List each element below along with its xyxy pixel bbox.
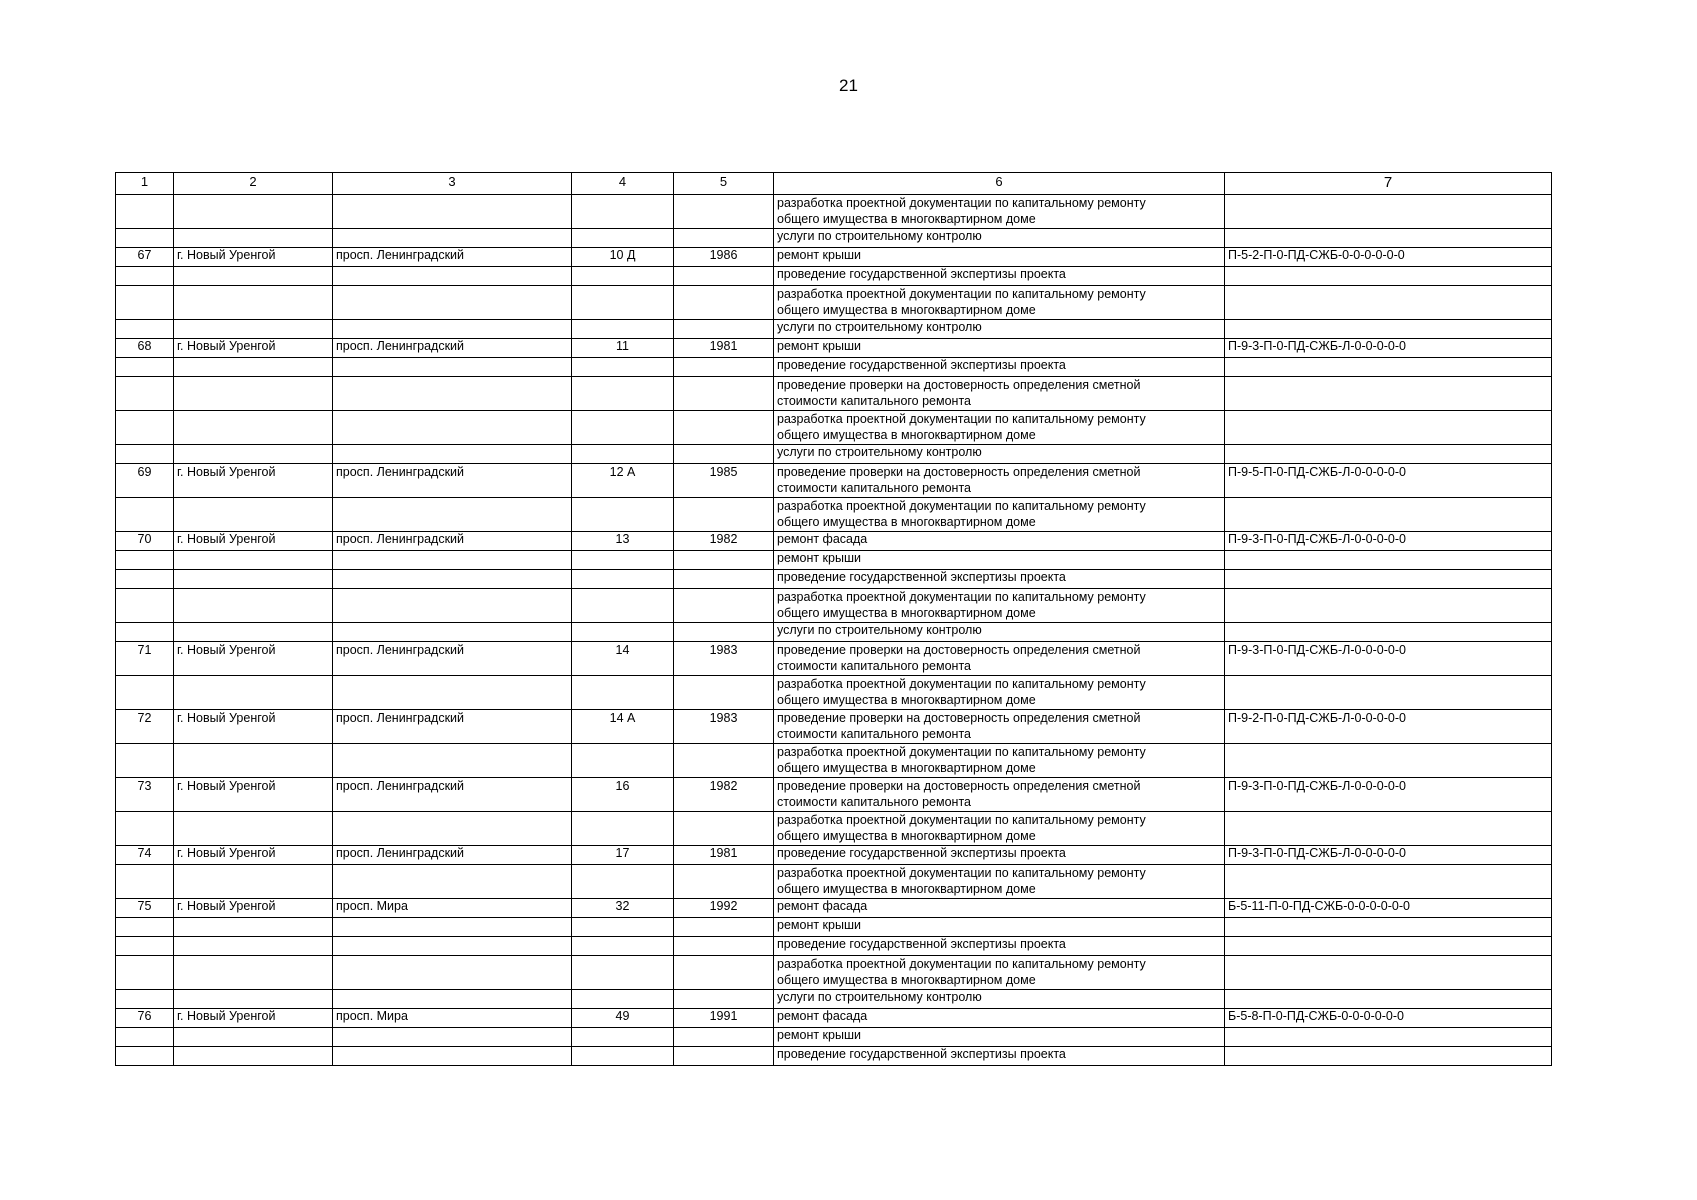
row-number-cell [116,918,174,937]
row-number-cell [116,937,174,956]
house-number-cell [572,445,674,464]
row-number-cell: 76 [116,1009,174,1028]
table-row [116,623,1552,642]
building-code-cell [1225,676,1552,710]
street-cell: просп. Ленинградский [333,642,572,676]
table-row [116,570,1552,589]
year-cell: 1991 [674,1009,774,1028]
work-type-cell: разработка проектной документации по капитальному ремонту общего имущества в многоквартирном доме [774,676,1225,710]
table-row [116,710,1552,744]
building-code-cell: П-9-2-П-0-ПД-СЖБ-Л-0-0-0-0-0 [1225,710,1552,744]
building-code-cell [1225,589,1552,623]
city-cell [174,286,333,320]
building-code-cell [1225,377,1552,411]
building-code-cell [1225,918,1552,937]
row-number-cell [116,498,174,532]
row-number-cell [116,589,174,623]
year-cell [674,445,774,464]
row-number-cell [116,286,174,320]
row-number-cell: 69 [116,464,174,498]
city-cell [174,320,333,339]
house-number-cell [572,570,674,589]
city-cell [174,956,333,990]
table-row [116,498,1552,532]
work-type-cell: разработка проектной документации по капитальному ремонту общего имущества в многоквартирном доме [774,744,1225,778]
work-type-cell: услуги по строительному контролю [774,990,1225,1009]
street-cell: просп. Ленинградский [333,248,572,267]
row-number-cell: 71 [116,642,174,676]
street-cell [333,411,572,445]
year-cell: 1985 [674,464,774,498]
city-cell: г. Новый Уренгой [174,464,333,498]
table-row [116,195,1552,229]
house-number-cell [572,812,674,846]
city-cell: г. Новый Уренгой [174,1009,333,1028]
year-cell [674,570,774,589]
street-cell [333,589,572,623]
row-number-cell [116,956,174,990]
year-cell [674,956,774,990]
year-cell [674,377,774,411]
table-row [116,956,1552,990]
street-cell [333,812,572,846]
table-row [116,532,1552,551]
table-row [116,1047,1552,1066]
city-cell: г. Новый Уренгой [174,339,333,358]
street-cell [333,445,572,464]
city-cell [174,411,333,445]
street-cell [333,623,572,642]
city-cell [174,990,333,1009]
house-number-cell: 11 [572,339,674,358]
work-type-cell: разработка проектной документации по капитальному ремонту общего имущества в многоквартирном доме [774,195,1225,229]
work-type-cell: ремонт крыши [774,551,1225,570]
street-cell: просп. Мира [333,1009,572,1028]
building-code-cell: Б-5-11-П-0-ПД-СЖБ-0-0-0-0-0-0 [1225,899,1552,918]
city-cell: г. Новый Уренгой [174,899,333,918]
city-cell [174,445,333,464]
year-cell: 1982 [674,778,774,812]
work-type-cell: ремонт крыши [774,1028,1225,1047]
city-cell [174,229,333,248]
row-number-cell [116,676,174,710]
building-code-cell [1225,956,1552,990]
building-code-cell [1225,286,1552,320]
city-cell [174,937,333,956]
house-number-cell: 12 А [572,464,674,498]
house-number-cell [572,377,674,411]
work-type-cell: разработка проектной документации по капитальному ремонту общего имущества в многоквартирном доме [774,589,1225,623]
column-header: 2 [174,173,333,195]
page-number: 21 [839,76,858,95]
table-row [116,377,1552,411]
house-number-cell [572,320,674,339]
table-row [116,937,1552,956]
building-code-cell: П-5-2-П-0-ПД-СЖБ-0-0-0-0-0-0 [1225,248,1552,267]
city-cell: г. Новый Уренгой [174,642,333,676]
row-number-cell [116,744,174,778]
table-row [116,589,1552,623]
work-type-cell: проведение государственной экспертизы проекта [774,937,1225,956]
row-number-cell [116,570,174,589]
street-cell [333,320,572,339]
work-type-cell: проведение государственной экспертизы проекта [774,358,1225,377]
year-cell [674,812,774,846]
street-cell [333,377,572,411]
city-cell [174,865,333,899]
house-number-cell: 14 [572,642,674,676]
column-header: 4 [572,173,674,195]
city-cell [174,676,333,710]
street-cell [333,267,572,286]
row-number-cell [116,320,174,339]
row-number-cell [116,865,174,899]
work-type-cell: проведение государственной экспертизы проекта [774,267,1225,286]
building-code-cell [1225,411,1552,445]
row-number-cell: 70 [116,532,174,551]
street-cell: просп. Ленинградский [333,339,572,358]
building-code-cell [1225,358,1552,377]
street-cell [333,229,572,248]
row-number-cell [116,195,174,229]
building-code-cell: П-9-3-П-0-ПД-СЖБ-Л-0-0-0-0-0 [1225,642,1552,676]
house-number-cell: 16 [572,778,674,812]
house-number-cell [572,358,674,377]
city-cell [174,570,333,589]
work-type-cell: услуги по строительному контролю [774,445,1225,464]
work-type-cell: проведение государственной экспертизы проекта [774,846,1225,865]
house-number-cell [572,551,674,570]
table-row [116,778,1552,812]
street-cell [333,1028,572,1047]
house-number-cell [572,676,674,710]
table-row [116,676,1552,710]
year-cell: 1986 [674,248,774,267]
building-code-cell [1225,937,1552,956]
building-code-cell [1225,1047,1552,1066]
street-cell [333,1047,572,1066]
column-header: 6 [774,173,1225,195]
work-type-cell: проведение проверки на достоверность определения сметной стоимости капитального ремонта [774,642,1225,676]
house-number-cell [572,286,674,320]
street-cell: просп. Мира [333,899,572,918]
street-cell [333,676,572,710]
house-number-cell [572,411,674,445]
work-type-cell: ремонт крыши [774,248,1225,267]
work-type-cell: проведение государственной экспертизы проекта [774,1047,1225,1066]
city-cell: г. Новый Уренгой [174,532,333,551]
row-number-cell: 74 [116,846,174,865]
table-row [116,642,1552,676]
year-cell [674,918,774,937]
table-row [116,267,1552,286]
street-cell [333,551,572,570]
row-number-cell [116,1028,174,1047]
building-code-cell [1225,744,1552,778]
city-cell [174,1028,333,1047]
building-code-cell [1225,229,1552,248]
table-row [116,899,1552,918]
table-row [116,339,1552,358]
building-code-cell [1225,812,1552,846]
building-code-cell: Б-5-8-П-0-ПД-СЖБ-0-0-0-0-0-0 [1225,1009,1552,1028]
house-number-cell [572,1047,674,1066]
street-cell: просп. Ленинградский [333,846,572,865]
year-cell [674,623,774,642]
year-cell [674,865,774,899]
table-row [116,358,1552,377]
street-cell [333,195,572,229]
house-number-cell [572,956,674,990]
street-cell [333,570,572,589]
column-number-row [116,173,1552,195]
table-row [116,918,1552,937]
building-code-cell [1225,445,1552,464]
city-cell: г. Новый Уренгой [174,778,333,812]
work-type-cell: разработка проектной документации по капитальному ремонту общего имущества в многоквартирном доме [774,498,1225,532]
work-type-cell: ремонт крыши [774,339,1225,358]
house-number-cell [572,589,674,623]
year-cell: 1983 [674,710,774,744]
house-number-cell: 17 [572,846,674,865]
year-cell [674,589,774,623]
street-cell [333,286,572,320]
work-type-cell: ремонт фасада [774,899,1225,918]
year-cell [674,551,774,570]
year-cell [674,286,774,320]
street-cell: просп. Ленинградский [333,778,572,812]
city-cell [174,195,333,229]
year-cell [674,1028,774,1047]
city-cell [174,744,333,778]
work-type-cell: ремонт фасада [774,532,1225,551]
building-code-cell [1225,195,1552,229]
year-cell [674,358,774,377]
year-cell: 1981 [674,846,774,865]
building-code-cell [1225,551,1552,570]
city-cell [174,812,333,846]
row-number-cell [116,411,174,445]
house-number-cell [572,1028,674,1047]
street-cell: просп. Ленинградский [333,532,572,551]
city-cell [174,498,333,532]
row-number-cell [116,812,174,846]
row-number-cell [116,267,174,286]
row-number-cell [116,551,174,570]
column-header: 3 [333,173,572,195]
street-cell [333,956,572,990]
building-code-cell: П-9-3-П-0-ПД-СЖБ-Л-0-0-0-0-0 [1225,532,1552,551]
column-header: 7 [1225,173,1552,195]
table-row [116,812,1552,846]
building-code-cell [1225,1028,1552,1047]
work-type-cell: проведение проверки на достоверность определения сметной стоимости капитального ремонта [774,710,1225,744]
street-cell [333,744,572,778]
table-body [116,195,1552,1066]
table-row [116,865,1552,899]
city-cell [174,1047,333,1066]
work-type-cell: услуги по строительному контролю [774,623,1225,642]
house-number-cell: 14 А [572,710,674,744]
row-number-cell [116,1047,174,1066]
capital-repair-table [115,172,1552,1066]
city-cell [174,377,333,411]
work-type-cell: проведение государственной экспертизы проекта [774,570,1225,589]
city-cell [174,918,333,937]
city-cell [174,358,333,377]
house-number-cell: 13 [572,532,674,551]
row-number-cell [116,445,174,464]
building-code-cell [1225,990,1552,1009]
table-row [116,846,1552,865]
work-type-cell: ремонт фасада [774,1009,1225,1028]
house-number-cell [572,990,674,1009]
house-number-cell: 49 [572,1009,674,1028]
house-number-cell [572,229,674,248]
city-cell [174,589,333,623]
building-code-cell [1225,623,1552,642]
street-cell [333,937,572,956]
work-type-cell: услуги по строительному контролю [774,229,1225,248]
row-number-cell [116,623,174,642]
building-code-cell [1225,865,1552,899]
table-row [116,1009,1552,1028]
row-number-cell: 75 [116,899,174,918]
work-type-cell: разработка проектной документации по капитальному ремонту общего имущества в многоквартирном доме [774,286,1225,320]
street-cell [333,498,572,532]
row-number-cell [116,990,174,1009]
table-row [116,464,1552,498]
city-cell: г. Новый Уренгой [174,846,333,865]
work-type-cell: разработка проектной документации по капитальному ремонту общего имущества в многоквартирном доме [774,812,1225,846]
city-cell: г. Новый Уренгой [174,248,333,267]
work-type-cell: проведение проверки на достоверность определения сметной стоимости капитального ремонта [774,377,1225,411]
row-number-cell: 72 [116,710,174,744]
row-number-cell [116,229,174,248]
building-code-cell: П-9-3-П-0-ПД-СЖБ-Л-0-0-0-0-0 [1225,846,1552,865]
row-number-cell: 68 [116,339,174,358]
table-row [116,411,1552,445]
year-cell [674,195,774,229]
building-code-cell: П-9-3-П-0-ПД-СЖБ-Л-0-0-0-0-0 [1225,778,1552,812]
building-code-cell [1225,570,1552,589]
table-row [116,320,1552,339]
street-cell [333,918,572,937]
year-cell [674,1047,774,1066]
year-cell [674,320,774,339]
work-type-cell: ремонт крыши [774,918,1225,937]
house-number-cell [572,498,674,532]
house-number-cell [572,195,674,229]
row-number-cell [116,358,174,377]
house-number-cell [572,267,674,286]
work-type-cell: разработка проектной документации по капитальному ремонту общего имущества в многоквартирном доме [774,411,1225,445]
work-type-cell: услуги по строительному контролю [774,320,1225,339]
table-row [116,744,1552,778]
city-cell [174,551,333,570]
house-number-cell: 32 [572,899,674,918]
building-code-cell [1225,498,1552,532]
year-cell [674,498,774,532]
house-number-cell [572,623,674,642]
street-cell [333,990,572,1009]
building-code-cell: П-9-3-П-0-ПД-СЖБ-Л-0-0-0-0-0 [1225,339,1552,358]
year-cell [674,229,774,248]
table-row [116,229,1552,248]
street-cell: просп. Ленинградский [333,710,572,744]
year-cell: 1992 [674,899,774,918]
year-cell: 1982 [674,532,774,551]
house-number-cell [572,744,674,778]
work-type-cell: проведение проверки на достоверность определения сметной стоимости капитального ремонта [774,778,1225,812]
table-row [116,248,1552,267]
street-cell [333,865,572,899]
building-code-cell [1225,267,1552,286]
work-type-cell: разработка проектной документации по капитальному ремонту общего имущества в многоквартирном доме [774,956,1225,990]
table-row [116,551,1552,570]
year-cell [674,676,774,710]
year-cell [674,267,774,286]
city-cell: г. Новый Уренгой [174,710,333,744]
table-row [116,445,1552,464]
row-number-cell [116,377,174,411]
year-cell: 1981 [674,339,774,358]
column-header: 5 [674,173,774,195]
column-header: 1 [116,173,174,195]
house-number-cell: 10 Д [572,248,674,267]
year-cell [674,990,774,1009]
year-cell: 1983 [674,642,774,676]
year-cell [674,744,774,778]
house-number-cell [572,937,674,956]
house-number-cell [572,865,674,899]
street-cell: просп. Ленинградский [333,464,572,498]
row-number-cell: 73 [116,778,174,812]
city-cell [174,267,333,286]
table-row [116,990,1552,1009]
row-number-cell: 67 [116,248,174,267]
table-row [116,286,1552,320]
year-cell [674,411,774,445]
building-code-cell [1225,320,1552,339]
work-type-cell: проведение проверки на достоверность определения сметной стоимости капитального ремонта [774,464,1225,498]
table-row [116,1028,1552,1047]
street-cell [333,358,572,377]
house-number-cell [572,918,674,937]
work-type-cell: разработка проектной документации по капитальному ремонту общего имущества в многоквартирном доме [774,865,1225,899]
building-code-cell: П-9-5-П-0-ПД-СЖБ-Л-0-0-0-0-0 [1225,464,1552,498]
city-cell [174,623,333,642]
year-cell [674,937,774,956]
